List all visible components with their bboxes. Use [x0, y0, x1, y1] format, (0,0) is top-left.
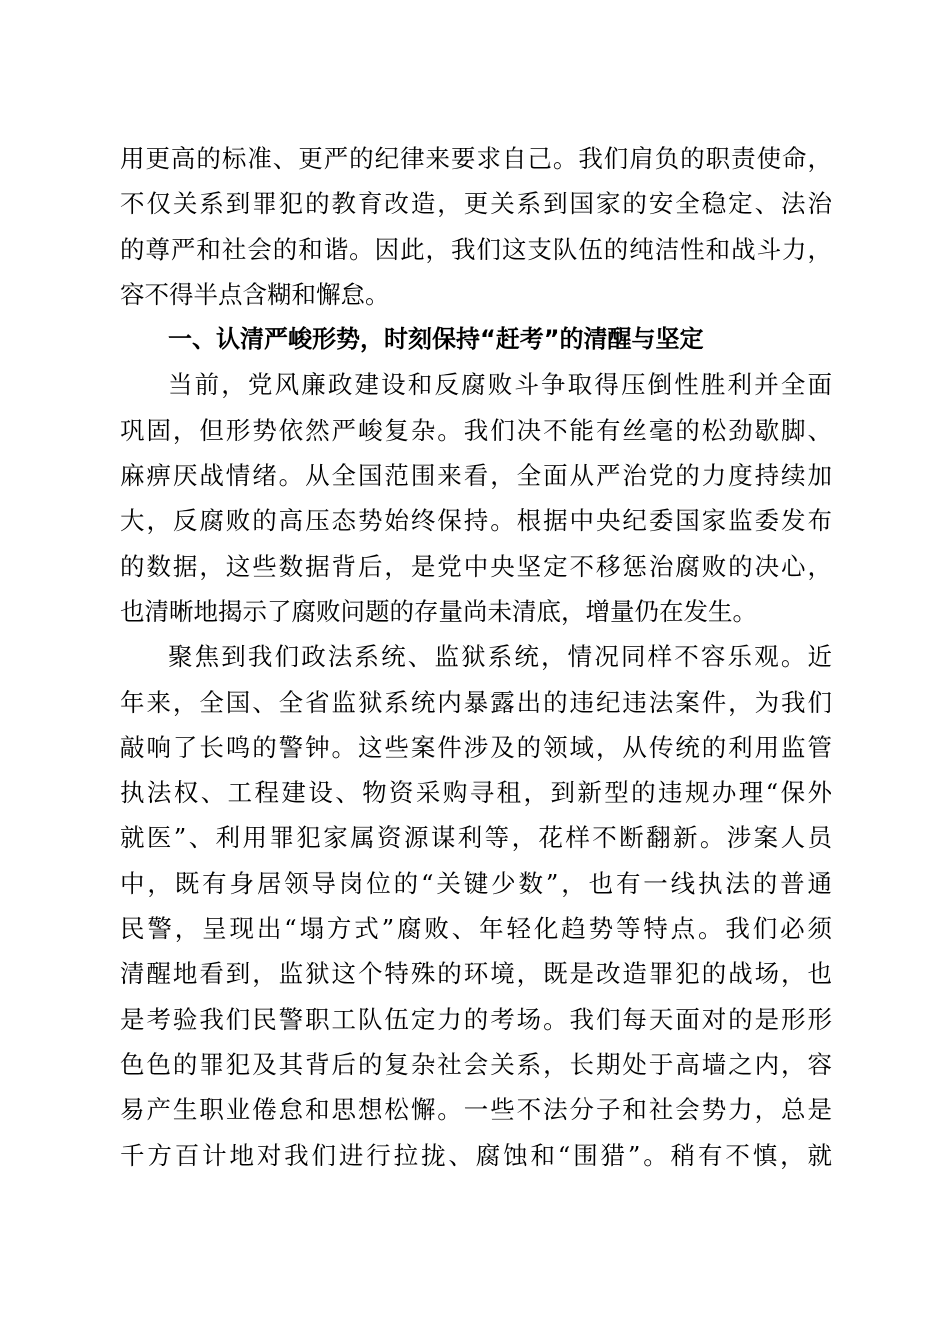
text-line: 易产生职业倦怠和思想松懈。一些不法分子和社会势力，总是	[120, 1095, 832, 1125]
text-line: 的数据，这些数据背后，是党中央坚定不移惩治腐败的决心，	[120, 551, 832, 581]
heading-line: 一、认清严峻形势，时刻保持“赶考”的清醒与坚定	[168, 325, 704, 354]
text-line: 民警，呈现出“塌方式”腐败、年轻化趋势等特点。我们必须	[120, 914, 832, 944]
text-line: 清醒地看到，监狱这个特殊的环境，既是改造罪犯的战场，也	[120, 959, 832, 989]
text-line: 用更高的标准、更严的纪律来要求自己。我们肩负的职责使命，	[120, 144, 832, 173]
paragraph-continuation	[120, 136, 832, 317]
text-line: 麻痹厌战情绪。从全国范围来看，全面从严治党的力度持续加	[120, 461, 832, 491]
text-line: 的尊严和社会的和谐。因此，我们这支队伍的纯洁性和战斗力，	[120, 234, 832, 264]
text-line: 不仅关系到罪犯的教育改造，更关系到国家的安全稳定、法治	[120, 189, 832, 219]
text-line: 执法权、工程建设、物资采购寻租，到新型的违规办理“保外	[120, 778, 832, 808]
document-body	[120, 136, 832, 1178]
text-line: 年来，全国、全省监狱系统内暴露出的违纪违法案件，为我们	[120, 687, 832, 717]
text-line: 大，反腐败的高压态势始终保持。根据中央纪委国家监委发布	[120, 506, 832, 536]
text-line: 是考验我们民警职工队伍定力的考场。我们每天面对的是形形	[120, 1004, 832, 1034]
text-line: 当前，党风廉政建设和反腐败斗争取得压倒性胜利并全面	[168, 370, 832, 400]
section-heading	[120, 317, 832, 362]
text-line: 巩固，但形势依然严峻复杂。我们决不能有丝毫的松劲歇脚、	[120, 415, 832, 445]
text-line: 也清晰地揭示了腐败问题的存量尚未清底，增量仍在发生。	[120, 596, 757, 626]
text-line: 中，既有身居领导岗位的“关键少数”，也有一线执法的普通	[120, 868, 832, 898]
text-line: 聚焦到我们政法系统、监狱系统，情况同样不容乐观。近	[168, 642, 832, 672]
text-line: 千方百计地对我们进行拉拢、腐蚀和“围猎”。稍有不慎，就	[120, 1140, 832, 1170]
text-line: 容不得半点含糊和懈怠。	[120, 279, 390, 309]
text-line: 就医”、利用罪犯家属资源谋利等，花样不断翻新。涉案人员	[120, 823, 832, 853]
text-line: 色色的罪犯及其背后的复杂社会关系，长期处于高墙之内，容	[120, 1049, 832, 1079]
text-line: 敲响了长鸣的警钟。这些案件涉及的领域，从传统的利用监管	[120, 732, 832, 762]
paragraph-prison-system	[120, 634, 832, 1178]
paragraph-situation	[120, 362, 832, 634]
